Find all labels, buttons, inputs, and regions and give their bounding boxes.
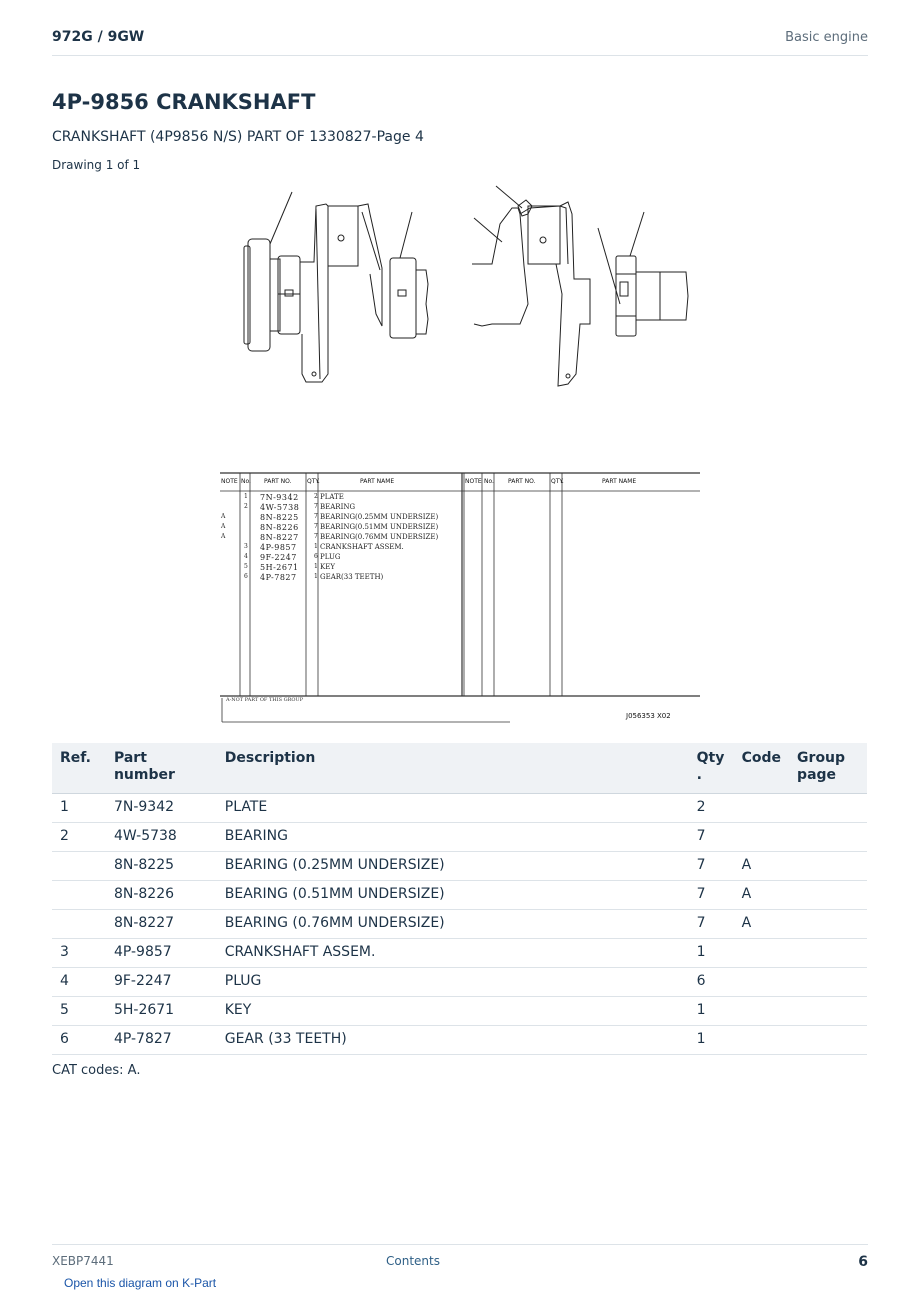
table-row bbox=[52, 997, 867, 1026]
sheet-header-part-name: PART NAME bbox=[360, 478, 395, 485]
cell-part-number: 4W-5738 bbox=[106, 823, 217, 852]
machine-model: 972G / 9GW bbox=[52, 29, 145, 45]
cell-ref bbox=[52, 852, 106, 881]
sheet-row: 1 7N-9342 2 PLATE bbox=[244, 493, 344, 502]
cell-description: PLATE bbox=[217, 794, 689, 823]
cell-description: GEAR (33 TEETH) bbox=[217, 1026, 689, 1055]
cell-ref: 6 bbox=[52, 1026, 106, 1055]
col-header-code: Code bbox=[734, 743, 789, 794]
cell-code bbox=[734, 823, 789, 852]
cell-qty: 7 bbox=[689, 823, 734, 852]
cell-group-page bbox=[789, 997, 867, 1026]
cell-part-number: 8N-8226 bbox=[106, 881, 217, 910]
col-header-group-page: Group page bbox=[789, 743, 867, 794]
cell-group-page bbox=[789, 823, 867, 852]
sheet-row: A 8N-8226 7 BEARING(0.51MM UNDERSIZE) bbox=[221, 523, 439, 532]
cell-part-number: 8N-8227 bbox=[106, 910, 217, 939]
cell-code bbox=[734, 1026, 789, 1055]
cell-ref bbox=[52, 910, 106, 939]
cell-qty: 6 bbox=[689, 968, 734, 997]
cell-code bbox=[734, 968, 789, 997]
drawing-count: Drawing 1 of 1 bbox=[52, 158, 141, 172]
sheet-header-part-no-right: PART NO. bbox=[508, 478, 536, 485]
table-row bbox=[52, 881, 867, 910]
table-row bbox=[52, 1026, 867, 1055]
cell-part-number: 4P-9857 bbox=[106, 939, 217, 968]
page-title: 4P-9856 CRANKSHAFT bbox=[52, 90, 316, 114]
cell-code: A bbox=[734, 881, 789, 910]
cell-qty: 1 bbox=[689, 939, 734, 968]
cell-ref: 1 bbox=[52, 794, 106, 823]
cell-description: BEARING (0.51MM UNDERSIZE) bbox=[217, 881, 689, 910]
col-header-qty: Qty . bbox=[689, 743, 734, 794]
page-number: 6 bbox=[858, 1254, 868, 1270]
crankshaft-diagram bbox=[230, 184, 700, 394]
cell-code bbox=[734, 794, 789, 823]
cell-description: BEARING (0.76MM UNDERSIZE) bbox=[217, 910, 689, 939]
cell-group-page bbox=[789, 910, 867, 939]
cell-description: KEY bbox=[217, 997, 689, 1026]
cell-ref bbox=[52, 881, 106, 910]
table-row bbox=[52, 968, 867, 997]
sheet-header-note-right: NOTE bbox=[465, 478, 482, 485]
cell-group-page bbox=[789, 852, 867, 881]
open-k-part-link[interactable]: Open this diagram on K-Part bbox=[64, 1276, 217, 1290]
parts-table-header bbox=[52, 743, 867, 794]
section-name: Basic engine bbox=[785, 30, 868, 45]
cell-description: BEARING bbox=[217, 823, 689, 852]
page-footer bbox=[52, 1244, 868, 1275]
cat-codes-note: CAT codes: A. bbox=[52, 1063, 141, 1078]
table-row bbox=[52, 852, 867, 881]
cell-ref: 2 bbox=[52, 823, 106, 852]
sheet-row: 3 4P-9857 1 CRANKSHAFT ASSEM. bbox=[244, 543, 404, 552]
cell-qty: 1 bbox=[689, 1026, 734, 1055]
sheet-header-part-name-right: PART NAME bbox=[602, 478, 637, 485]
table-row bbox=[52, 939, 867, 968]
cell-description: CRANKSHAFT ASSEM. bbox=[217, 939, 689, 968]
cell-qty: 1 bbox=[689, 997, 734, 1026]
page-subtitle: CRANKSHAFT (4P9856 N/S) PART OF 1330827-Page 4 bbox=[52, 129, 424, 145]
cell-part-number: 9F-2247 bbox=[106, 968, 217, 997]
cell-ref: 3 bbox=[52, 939, 106, 968]
sheet-header-no: No. bbox=[241, 478, 251, 485]
parts-table bbox=[52, 743, 867, 1055]
cell-code: A bbox=[734, 910, 789, 939]
col-header-ref: Ref. bbox=[52, 743, 106, 794]
drawing-code: J056353 X02 bbox=[626, 712, 671, 720]
sheet-header-note: NOTE bbox=[221, 478, 238, 485]
cell-ref: 4 bbox=[52, 968, 106, 997]
cell-group-page bbox=[789, 1026, 867, 1055]
cell-code bbox=[734, 997, 789, 1026]
document-number: XEBP7441 bbox=[52, 1254, 114, 1268]
cell-group-page bbox=[789, 794, 867, 823]
cell-description: BEARING (0.25MM UNDERSIZE) bbox=[217, 852, 689, 881]
col-header-description: Description bbox=[217, 743, 689, 794]
sheet-header-qty-right: QTY. bbox=[551, 478, 564, 485]
table-row bbox=[52, 910, 867, 939]
table-row bbox=[52, 794, 867, 823]
sheet-row: A 8N-8227 7 BEARING(0.76MM UNDERSIZE) bbox=[221, 533, 439, 542]
cell-qty: 7 bbox=[689, 910, 734, 939]
sheet-row: 6 4P-7827 1 GEAR(33 TEETH) bbox=[244, 573, 384, 582]
sheet-header-qty: QTY. bbox=[307, 478, 320, 485]
cell-part-number: 7N-9342 bbox=[106, 794, 217, 823]
cell-code bbox=[734, 939, 789, 968]
sheet-footnote: A-NOT PART OF THIS GROUP bbox=[226, 697, 304, 703]
cell-group-page bbox=[789, 881, 867, 910]
cell-qty: 2 bbox=[689, 794, 734, 823]
cell-description: PLUG bbox=[217, 968, 689, 997]
col-header-part-number: Part number bbox=[106, 743, 217, 794]
cell-part-number: 8N-8225 bbox=[106, 852, 217, 881]
sheet-row: 4 9F-2247 6 PLUG bbox=[244, 553, 341, 562]
cell-part-number: 4P-7827 bbox=[106, 1026, 217, 1055]
cell-qty: 7 bbox=[689, 881, 734, 910]
sheet-row: 2 4W-5738 7 BEARING bbox=[244, 503, 356, 512]
sheet-header-part-no: PART NO. bbox=[264, 478, 292, 485]
cell-part-number: 5H-2671 bbox=[106, 997, 217, 1026]
cell-group-page bbox=[789, 968, 867, 997]
sheet-row: A 8N-8225 7 BEARING(0.25MM UNDERSIZE) bbox=[221, 513, 439, 522]
table-row bbox=[52, 823, 867, 852]
sheet-header-no-right: No. bbox=[484, 478, 494, 485]
parts-list-sheet bbox=[220, 472, 700, 724]
cell-group-page bbox=[789, 939, 867, 968]
cell-code: A bbox=[734, 852, 789, 881]
page-header bbox=[52, 28, 868, 56]
cell-qty: 7 bbox=[689, 852, 734, 881]
contents-link[interactable]: Contents bbox=[386, 1254, 440, 1268]
cell-ref: 5 bbox=[52, 997, 106, 1026]
sheet-row: 5 5H-2671 1 KEY bbox=[244, 563, 335, 572]
